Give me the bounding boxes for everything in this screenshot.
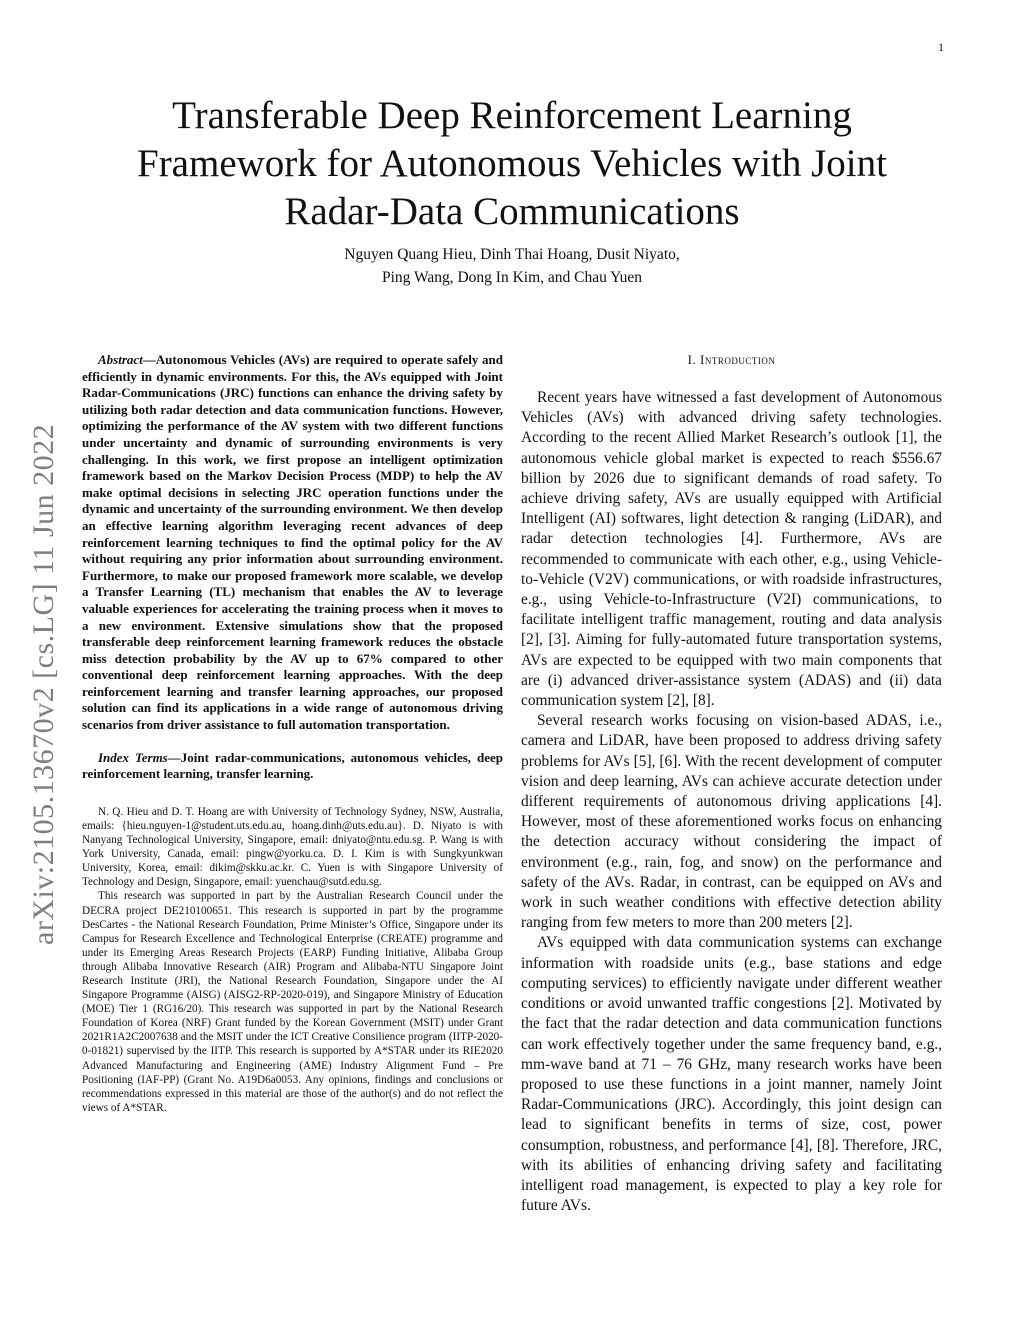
intro-paragraph-1: Recent years have witnessed a fast development of Autonomous Vehicles (AVs) with advanced driving safety technologies. According to the recent Allied Market Research’s outlook [1], the autonomous vehicle global market is expected to reach $556.67 billion by 2026 due to significant demands of road safety. To achieve driving safety, AVs are usually equipped with Artificial Intelligent (AI) softwares, light detection & ranging (LiDAR), and radar detection technologies [4]. Furthermore, AVs are recommended to communicate with each other, e.g., using Vehicle-to-Vehicle (V2V) communications, or with roadside infrastructures, e.g., using Vehicle-to-Infrastructure (V2I) communications, to facilitate intelligent traffic management, routing and data analysis [2], [3]. Aiming for fully-automated future transportation systems, AVs are expected to be equipped with two main components that are (i) advanced driver-assistance system (ADAS) and (ii) data communication system [2], [8]. <box>521 389 942 710</box>
funding-footnote: This research was supported in part by the Australian Research Council under the DECRA project DE210100651. This research is supported in part by the programme DesCartes - the National Research Foundation, Prime Minister’s Office, Singapore under its Campus for Research Excellence and Technological Enterprise (CREATE) programme and under its Emerging Areas Research Projects (EARP) Funding Initiative, Alibaba Group through Alibaba Innovative Research (AIR) Program and Alibaba-NTU Singapore Joint Research Institute (JRI), the National Research Foundation, Singapore under the AI Singapore Programme (AISG) (AISG2-RP-2020-019), and Singapore Ministry of Education (MOE) Tier 1 (RG16/20). This research was supported in part by the National Research Foundation of Korea (NRF) Grant funded by the Korean Government (MSIT) under Grant 2021R1A2C2007638 and the MSIT under the ICT Creative Consilience program (IITP-2020-0-01821) supervised by the IITP. This research is supported by A*STAR under its RIE2020 Advanced Manufacturing and Engineering (AME) Industry Alignment Fund – Pre Positioning (IAF-PP) (Grant No. A19D6a0053. Any opinions, findings and conclusions or recommendations expressed in this material are those of the author(s) and do not reflect the views of A*STAR. <box>82 890 503 1114</box>
page-number: 1 <box>938 40 944 54</box>
paper-title: Transferable Deep Reinforcement Learning Framework for Autonomous Vehicles with Joint Radar-Data Communications <box>137 94 887 233</box>
abstract-label: Abstract <box>98 352 143 367</box>
arxiv-identifier: arXiv:2105.13670v2 [cs.LG] 11 Jun 2022 <box>27 423 60 945</box>
affiliation-footnote: N. Q. Hieu and D. T. Hoang are with University of Technology Sydney, NSW, Australia, emails: {hieu.nguyen-1@student.uts.edu.au, hoang.dinh@uts.edu.au}. D. Niyato is with Nanyang Technological University, Singapore, email: dniyato@ntu.edu.sg. P. Wang is with York University, Canada, email: pingw@yorku.ca. D. I. Kim is with Sungkyunkwan University, Korea, email: dikim@skku.ac.kr. C. Yuen is with Singapore University of Technology and Design, Singapore, email: yuenchau@sutd.edu.sg. <box>82 805 503 889</box>
authors-line-1: Nguyen Quang Hieu, Dinh Thai Hoang, Dusit Niyato, <box>344 246 680 263</box>
left-column <box>82 352 503 1115</box>
index-terms-label: Index Terms <box>98 749 168 765</box>
index-terms <box>82 750 503 783</box>
section-heading-introduction: I. Introduction <box>687 352 776 367</box>
abstract-text: —Autonomous Vehicles (AVs) are required to operate safely and efficiently in dynamic environments. For this, the AVs equipped with Joint Radar-Communications (JRC) functions can enhance the driving safety by utilizing both radar detection and data communication functions. However, optimizing the performance of the AV system with two different functions under uncertainty and dynamic of surrounding environments is very challenging. In this work, we first propose an intelligent optimization framework based on the Markov Decision Process (MDP) to help the AV make optimal decisions in selecting JRC operation functions under the dynamic and uncertainty of the surrounding environment. We then develop an effective learning algorithm leveraging recent advances of deep reinforcement learning techniques to find the optimal policy for the AV without requiring any prior information about surrounding environment. Furthermore, to make our proposed framework more scalable, we develop a Transfer Learning (TL) mechanism that enables the AV to leverage valuable experiences for accelerating the training process when it moves to a new environment. Extensive simulations show that the proposed transferable deep reinforcement learning framework reduces the obstacle miss detection probability by the AV up to 67% compared to other conventional deep reinforcement learning approaches. With the deep reinforcement learning and transfer learning approaches, our proposed solution can find its applications in a wide range of autonomous driving scenarios from driver assistance to full automation transportation. <box>82 352 503 733</box>
intro-paragraph-3: AVs equipped with data communication systems can exchange information with roadside units (e.g., base stations and edge computing services) to efficiently navigate under different weather conditions or avoid unwanted traffic congestions [2]. Motivated by the fact that the radar detection and data communication functions can work effectively together under the same frequency band, e.g., mm-wave band at 71 – 76 GHz, many research works have been proposed to use these functions in a joint manner, namely Joint Radar-Communications (JRC). Accordingly, this joint design can lead to significant benefits in terms of size, cost, power consumption, robustness, and performance [4], [8]. Therefore, JRC, with its abilities of enhancing driving safety and facilitating intelligent road management, is expected to play a key role for future AVs. <box>521 934 942 1215</box>
author-list <box>200 243 824 289</box>
right-column <box>521 352 942 1216</box>
index-terms-text: —Joint radar-communications, autonomous vehicles, deep reinforcement learning, transfer learning. <box>82 749 503 782</box>
abstract <box>82 352 503 734</box>
authors-line-2: Ping Wang, Dong In Kim, and Chau Yuen <box>381 269 643 286</box>
intro-paragraph-2: Several research works focusing on vision-based ADAS, i.e., camera and LiDAR, have been proposed to address driving safety problems for AVs [5], [6]. With the recent development of computer vision and deep learning, AVs can achieve accurate detection under different requirements of autonomous driving applications [4]. However, most of these aforementioned works focus on enhancing the detection accuracy without considering the impact of environment (e.g., rain, fog, and snow) on the performance and safety of the AVs. Radar, in contrast, can be equipped on AVs and work in such weather conditions with effective detection ability ranging from few meters to more than 200 meters [2]. <box>521 712 942 932</box>
